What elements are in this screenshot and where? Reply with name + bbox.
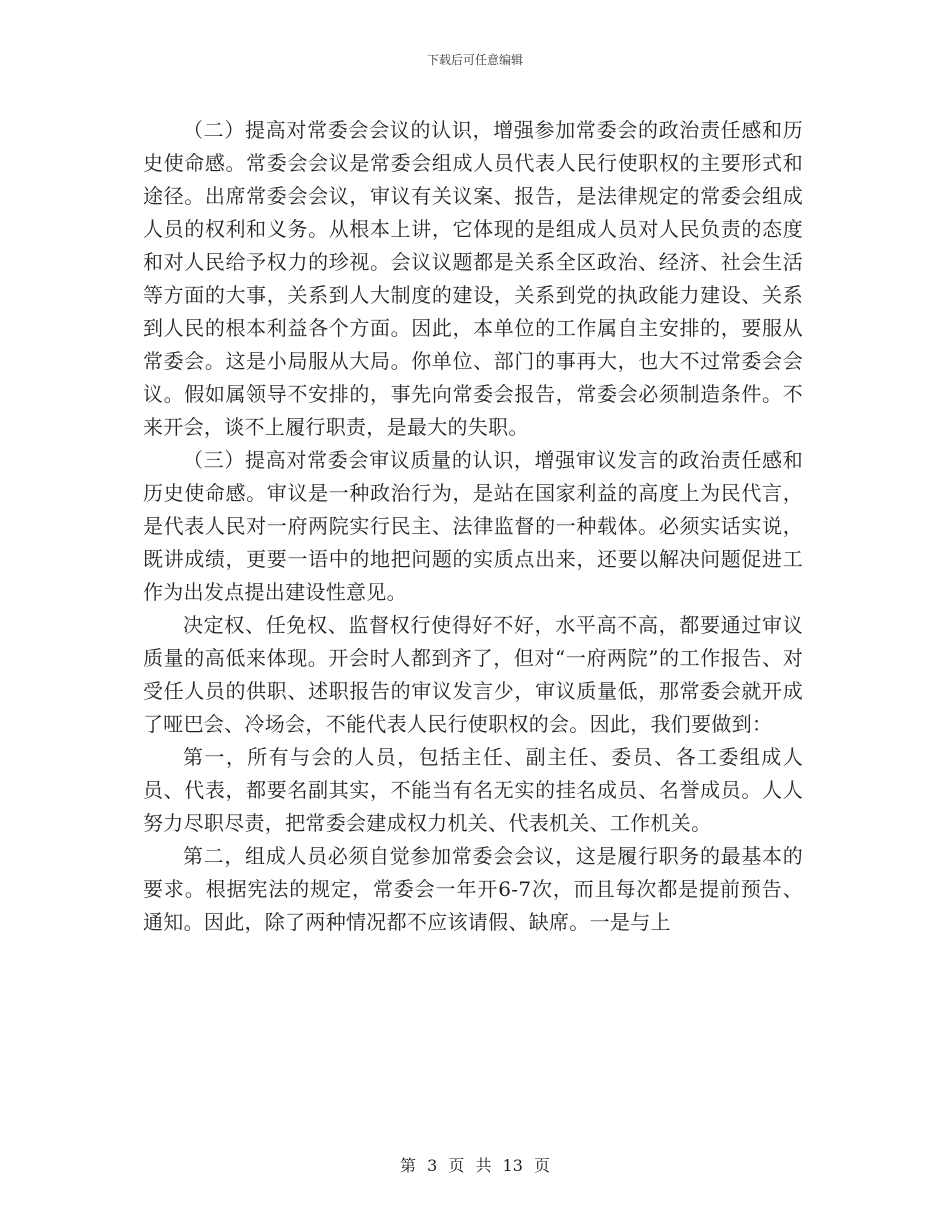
paragraph-point-1: 第一，所有与会的人员，包括主任、副主任、委员、各工委组成人员、代表，都要名副其实，不能当有名无实的挂名成员、名誉成员。人人努力尽职尽责，把常委会建成权力机关、代表机关、工作机关。 bbox=[143, 745, 803, 835]
page-number-footer: 第 3 页 共 13 页 bbox=[400, 1156, 550, 1175]
paragraph-review-quality: 决定权、任免权、监督权行使得好不好，水平高不高，都要通过审议质量的高低来体现。开会时人都到齐了，但对“一府两院”的工作报告、对受任人员的供职、述职报告的审议发言少，审议质量低，那常委会就开成了哑巴会、冷场会，不能代表人民行使职权的会。因此，我们要做到： bbox=[143, 613, 803, 736]
document-body bbox=[143, 114, 803, 939]
paragraph-point-2: 第二，组成人员必须自觉参加常委会会议，这是履行职务的最基本的要求。根据宪法的规定，常委会一年开6-7次，而且每次都是提前预告、通知。因此，除了两种情况都不应该请假、缺席。一是与上 bbox=[143, 844, 803, 934]
paragraph-section-2: （二）提高对常委会会议的认识，增强参加常委会的政治责任感和历史使命感。常委会会议是常委会组成人员代表人民行使职权的主要形式和途径。出席常委会会议，审议有关议案、报告，是法律规定的常委会组成人员的权利和义务。从根本上讲，它体现的是组成人员对人民负责的态度和对人民给予权力的珍视。会议议题都是关系全区政治、经济、社会生活等方面的大事，关系到人大制度的建设，关系到党的执政能力建设、关系到人民的根本利益各个方面。因此，本单位的工作属自主安排的，要服从常委会。这是小局服从大局。你单位、部门的事再大，也大不过常委会会议。假如属领导不安排的，事先向常委会报告，常委会必须制造条件。不来开会，谈不上履行职责，是最大的失职。 bbox=[143, 118, 803, 439]
page-header: 下载后可任意编辑 bbox=[426, 53, 523, 67]
paragraph-section-3: （三）提高对常委会审议质量的认识，增强审议发言的政治责任感和历史使命感。审议是一种政治行为，是站在国家利益的高度上为民代言，是代表人民对一府两院实行民主、法律监督的一种载体。必须实话实说，既讲成绩，更要一语中的地把问题的实质点出来，还要以解决问题促进工作为出发点提出建设性意见。 bbox=[143, 448, 803, 604]
